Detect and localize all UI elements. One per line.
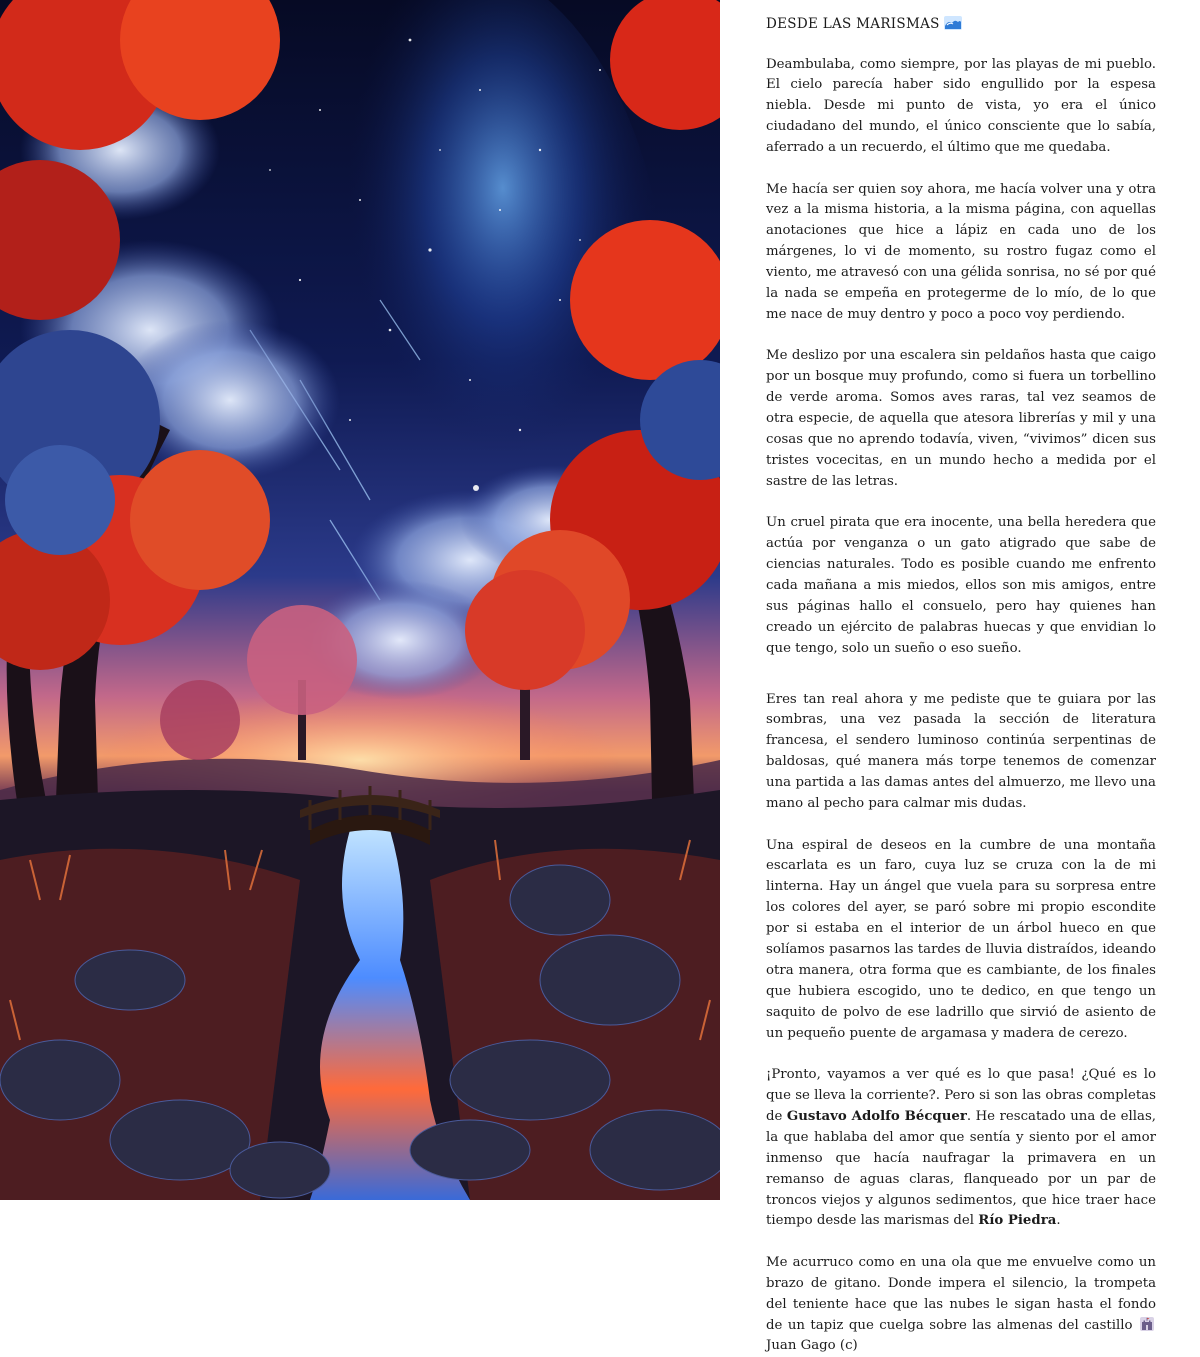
paragraph-7-text-b: . He rescatado una de ellas, la que hablaba del amor que sentía y siento por el amor inmenso que hacía naufragar la primavera en un remanso de aguas claras, flanqueado por un par de troncos viejos y algunos sedimentos, que hice traer hace tiempo desde las marismas del xyxy=(766,1108,1156,1229)
spacer xyxy=(766,1232,1156,1253)
place-name-rio-piedra: Río Piedra xyxy=(978,1213,1057,1229)
paragraph-2: Me hacía ser quien soy ahora, me hacía volver una y otra vez a la misma historia, a la misma página, con aquellas anotaciones que hice a lápiz en cada uno de los márgenes, lo vi de momento, su rostro fugaz como el viento, me atravesó con una gélida sonrisa, no sé por qué la nada se empeña en protegerme de lo mío, de lo que me nace de muy dentro y poco a poco voy perdiendo. xyxy=(766,181,1156,322)
story-title xyxy=(766,14,1156,34)
paragraph-3: Me deslizo por una escalera sin peldaños hasta que caigo por un bosque muy profundo, como si fuera un torbellino de verde aroma. Somos aves raras, tal vez seamos de otra especie, de aquella que atesora librerías y mil y una cosas que no aprendo todavía, viven, “vivimos” dicen sus tristes vocecitas, en un mundo hecho a medida por el sastre de las letras. xyxy=(766,348,1156,489)
paragraph-5: Eres tan real ahora y me pediste que te guiara por las sombras, una vez pasada la sección de literatura francesa, el sendero luminoso continúa serpentinas de baldosas, qué manera más torpe tenemos de comenzar una partida a las damas antes del almuerzo, me llevo una mano al pecho para calmar mis dudas. xyxy=(766,691,1156,812)
wave-icon xyxy=(944,16,962,30)
spacer xyxy=(766,493,1156,514)
author-signature: Juan Gago (c) xyxy=(766,1338,858,1354)
spacer xyxy=(766,660,1156,690)
story-text-panel xyxy=(720,0,1200,1354)
paragraph-7 xyxy=(766,1065,1156,1232)
paragraph-4: Un cruel pirata que era inocente, una bella heredera que actúa por venganza o un gato atigrado que sabe de ciencias naturales. Todo es posible cuando me enfrento cada mañana a mis miedos, ellos son mis amigos, entre sus páginas hallo el consuelo, pero hay quienes han creado un ejército de palabras huecas y que envidian lo que tengo, solo un sueño o eso sueño. xyxy=(766,515,1156,656)
spacer xyxy=(766,159,1156,180)
paragraph-6: Una espiral de deseos en la cumbre de una montaña escarlata es un faro, cuya luz se cruza con la de mi linterna. Hay un ángel que vuela para su sorpresa entre los colores del ayer, se paró sobre mi propio escondite por si estaba en el interior de un árbol hueco en que solíamos pasarnos las tardes de lluvia distraídos, ideando otra manera, otra forma que es cambiante, de los finales que hubiera escogido, uno te dedico, en que tengo un saquito de polvo de ese ladrillo que sirvió de asiento de un pequeño puente de argamasa y madera de cerezo. xyxy=(766,837,1156,1041)
paragraph-1: Deambulaba, como siempre, por las playas de mi pueblo. El cielo parecía haber sido engullido por la espesa niebla. Desde mi punto de vista, yo era el único ciudadano del mundo, el único consciente que lo sabía, aferrado a un recuerdo, el último que me quedaba. xyxy=(766,56,1156,156)
paragraph-7-text-a: ¡Pronto, vayamos a ver qué es lo que pasa! ¿Qué es lo que se lleva la corriente?. Pero si son las obras completas de xyxy=(766,1067,1156,1124)
paragraph-8-text: Me acurruco como en una ola que me envuelve como un brazo de gitano. Donde impera el silencio, la trompeta del teniente hace que las nubes le sigan hasta el fondo de un tapiz que cuelga sobre las almenas del castillo xyxy=(766,1254,1156,1333)
spacer xyxy=(766,34,1156,55)
story-title-text: DESDE LAS MARISMAS xyxy=(766,16,940,32)
spacer xyxy=(766,1045,1156,1066)
spacer xyxy=(766,326,1156,347)
castle-icon xyxy=(1140,1317,1154,1331)
spacer xyxy=(766,815,1156,836)
paragraph-8 xyxy=(766,1253,1156,1357)
paragraph-7-text-c: . xyxy=(1056,1213,1061,1229)
author-name-becquer: Gustavo Adolfo Bécquer xyxy=(786,1108,967,1124)
